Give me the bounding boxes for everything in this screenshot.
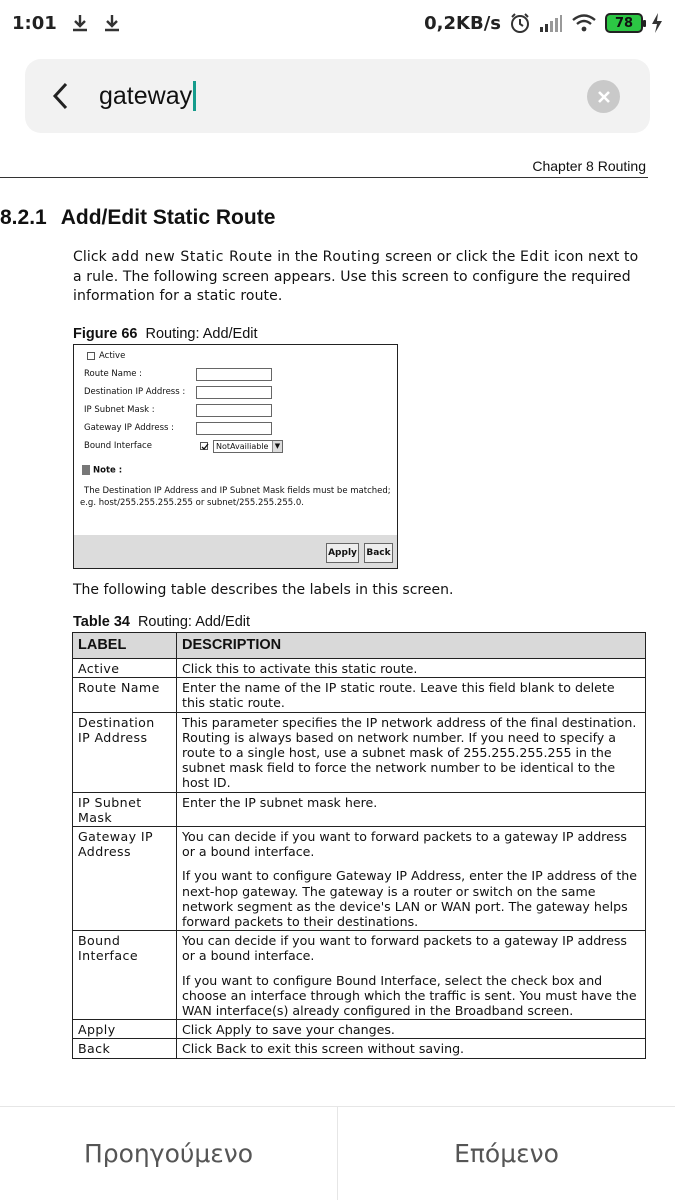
bound-interface-value: NotAvailiable xyxy=(216,442,269,451)
subnet-field[interactable] xyxy=(196,404,272,417)
table-row xyxy=(73,678,646,712)
description-text: You can decide if you want to forward packets to a gateway IP address or a bound interface. xyxy=(182,933,627,964)
description-text: If you want to configure Gateway IP Address, enter the IP address of the next-hop gateway. The gateway is a router or switch on the same network segment as the device's LAN or WAN port. The gateway helps forward packets to their destinations. xyxy=(182,868,638,930)
note-label: Note : xyxy=(93,465,123,476)
figure-title: Routing: Add/Edit xyxy=(145,326,258,342)
following-text: The following table describes the labels in this screen. xyxy=(73,582,454,598)
dest-ip-label: Destination IP Address : xyxy=(84,387,186,397)
intro-text: Click xyxy=(73,249,112,265)
search-query: gateway xyxy=(99,81,193,110)
row-description xyxy=(177,931,646,1020)
row-label: Bound Interface xyxy=(73,931,177,1020)
close-icon xyxy=(597,90,611,104)
table-caption xyxy=(73,614,250,630)
routing-screenshot xyxy=(73,344,398,569)
chevron-left-icon xyxy=(51,82,69,110)
active-checkbox[interactable] xyxy=(87,352,95,360)
subnet-label: IP Subnet Mask : xyxy=(84,405,155,415)
description-text: Click Apply to save your changes. xyxy=(182,1022,395,1038)
active-row xyxy=(87,351,125,361)
table-row xyxy=(73,931,646,1020)
header-rule xyxy=(0,177,648,178)
row-label: Destination IP Address xyxy=(73,712,177,792)
clear-search-button[interactable] xyxy=(587,80,620,113)
intro-text: in the xyxy=(272,249,323,265)
table-label: Table 34 xyxy=(73,614,130,630)
description-text: This parameter specifies the IP network address of the final destination. Routing is always based on network number. If you need to specify a route to a single host, use a subnet mask of 255.255.255.255 in the subnet mask field to force the network number to be identical to the host ID. xyxy=(182,714,637,791)
column-header-label: LABEL xyxy=(73,633,177,659)
description-text: You can decide if you want to forward packets to a gateway IP address or a bound interface. xyxy=(182,829,627,860)
description-table xyxy=(72,632,646,1059)
next-button[interactable]: Επόμενο xyxy=(454,1139,559,1168)
active-label: Active xyxy=(99,351,126,361)
check-icon xyxy=(201,443,209,451)
table-row xyxy=(73,1020,646,1039)
table-title: Routing: Add/Edit xyxy=(137,614,251,630)
status-time: 1:01 xyxy=(12,12,57,34)
row-description xyxy=(177,678,646,712)
search-bar xyxy=(25,59,650,133)
figure-caption xyxy=(73,326,258,342)
row-description xyxy=(177,1039,646,1058)
description-text: Click Back to exit this screen without saving. xyxy=(182,1041,465,1057)
signal-icon xyxy=(539,14,563,32)
dropdown-arrow-icon: ▼ xyxy=(272,441,282,452)
back-button-figure[interactable]: Back xyxy=(364,543,393,563)
table-row xyxy=(73,827,646,931)
bound-interface-select[interactable] xyxy=(213,440,283,453)
row-label: Apply xyxy=(73,1020,177,1039)
chapter-header: Chapter 8 Routing xyxy=(532,158,646,174)
gateway-ip-label: Gateway IP Address : xyxy=(84,423,175,433)
wifi-icon xyxy=(571,13,597,33)
alarm-icon xyxy=(509,12,531,34)
previous-button[interactable]: Προηγούμενο xyxy=(83,1139,254,1168)
download-icon xyxy=(71,13,89,33)
table-row xyxy=(73,792,646,826)
gateway-ip-field[interactable] xyxy=(196,422,272,435)
note-text: The Destination IP Address and IP Subnet Mask fields must be matched; e.g. host/255.255.255.255 or subnet/255.255.255.0. xyxy=(80,486,391,508)
status-bar xyxy=(0,0,675,46)
row-label: Gateway IP Address xyxy=(73,827,177,931)
intro-code: Edit xyxy=(519,249,550,265)
section-title-text: Add/Edit Static Route xyxy=(60,206,276,229)
row-description xyxy=(177,792,646,826)
description-text: Enter the name of the IP static route. Leave this field blank to delete this static route. xyxy=(182,680,615,711)
intro-text: icon next to a rule. The following screen appears. Use this screen to configure the required information for a static route. xyxy=(73,249,639,304)
bound-interface-checkbox[interactable] xyxy=(200,442,208,450)
column-header-description: DESCRIPTION xyxy=(177,633,646,659)
description-text: Enter the IP subnet mask here. xyxy=(182,794,378,810)
route-name-field[interactable] xyxy=(196,368,272,381)
table-row xyxy=(73,659,646,678)
back-button[interactable] xyxy=(25,59,95,133)
section-title xyxy=(0,206,275,230)
table-row xyxy=(73,1039,646,1058)
note-heading xyxy=(82,465,122,476)
row-description xyxy=(177,712,646,792)
apply-button[interactable]: Apply xyxy=(326,543,359,563)
bottom-navigation xyxy=(0,1106,675,1200)
row-label: IP Subnet Mask xyxy=(73,792,177,826)
intro-paragraph xyxy=(73,248,648,307)
charging-icon xyxy=(651,13,663,33)
intro-text: screen or click the xyxy=(380,249,520,265)
figure-button-bar xyxy=(74,535,397,568)
row-description xyxy=(177,1020,646,1039)
row-label: Route Name xyxy=(73,678,177,712)
net-speed: 0,2KB/s xyxy=(424,12,501,34)
intro-code: add new Static Route xyxy=(111,249,273,265)
text-caret xyxy=(193,81,196,111)
row-label: Back xyxy=(73,1039,177,1058)
download-icon xyxy=(103,13,121,33)
note-icon xyxy=(82,465,90,475)
document-page xyxy=(0,140,675,1105)
intro-code: Routing xyxy=(322,249,381,265)
section-number: 8.2.1 xyxy=(0,206,47,229)
row-label: Active xyxy=(73,659,177,678)
description-text: If you want to configure Bound Interface, select the check box and choose an interface through which the traffic is sent. You must have the WAN interface(s) already configured in the Broadband screen. xyxy=(182,972,637,1019)
table-header-row xyxy=(73,633,646,659)
route-name-label: Route Name : xyxy=(84,369,143,379)
bound-interface-label: Bound Interface xyxy=(84,441,152,451)
row-description xyxy=(177,659,646,678)
battery-indicator: 78 xyxy=(605,13,643,33)
figure-label: Figure 66 xyxy=(73,326,138,342)
dest-ip-field[interactable] xyxy=(196,386,272,399)
row-description xyxy=(177,827,646,931)
description-text: Click this to activate this static route. xyxy=(182,661,418,676)
table-row xyxy=(73,712,646,792)
search-input[interactable] xyxy=(99,81,196,111)
